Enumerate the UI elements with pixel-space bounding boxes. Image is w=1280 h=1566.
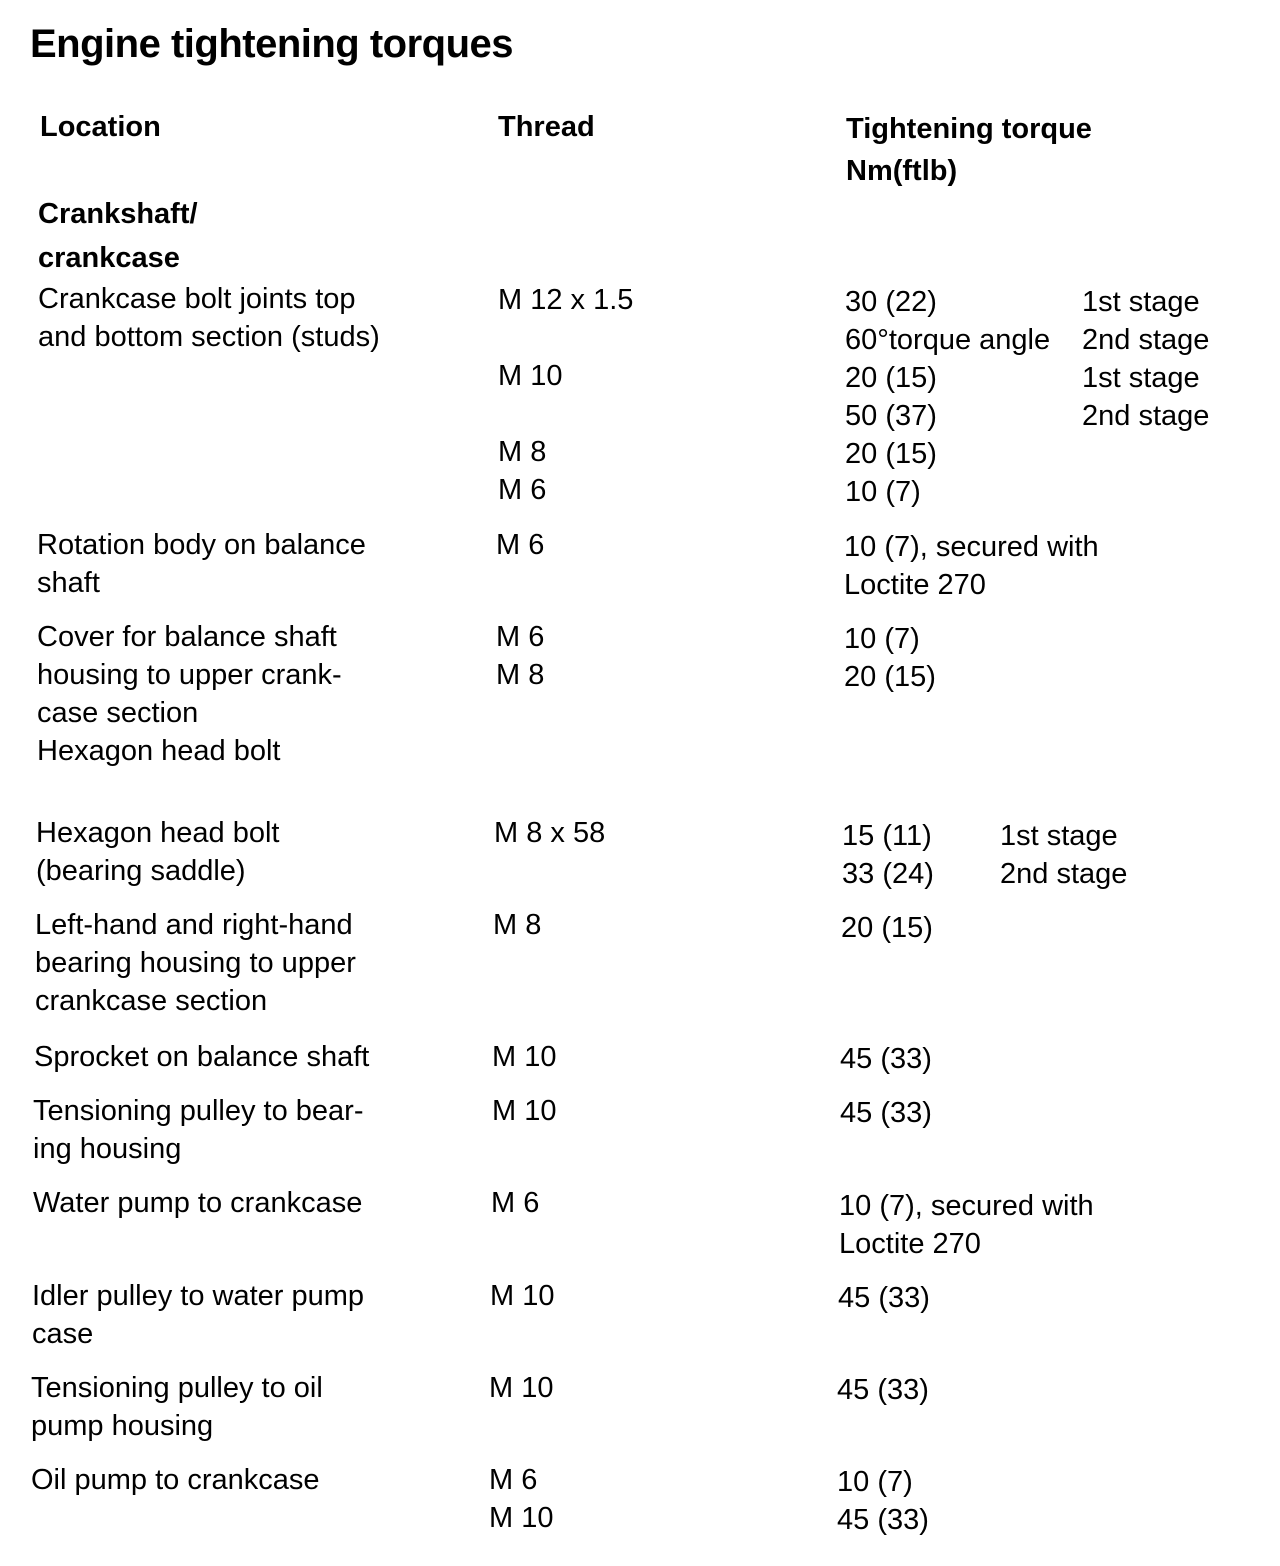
location-line: Oil pump to crankcase xyxy=(31,1464,320,1496)
row-torque xyxy=(841,909,933,947)
thread-value: M 8 xyxy=(498,436,547,468)
row-thread xyxy=(493,906,541,944)
thread-value: M 6 xyxy=(496,621,545,653)
location-line: crankcase section xyxy=(35,985,268,1017)
torque-value: Loctite 270 xyxy=(839,1228,981,1260)
thread-value: M 8 xyxy=(496,659,545,691)
torque-value: 20 (15) xyxy=(844,661,936,693)
section-heading-line2: crankcase xyxy=(38,242,180,274)
torque-value: 20 (15) xyxy=(845,362,937,394)
torque-value: 45 (33) xyxy=(838,1282,930,1314)
thread-value: M 6 xyxy=(489,1464,538,1496)
row-location xyxy=(37,618,342,770)
location-line: Left-hand and right-hand xyxy=(35,909,353,941)
section-heading-line1: Crankshaft/ xyxy=(38,198,198,230)
row-location xyxy=(32,1277,364,1353)
row-thread xyxy=(490,1277,554,1315)
location-line: Hexagon head bolt xyxy=(36,817,280,849)
location-line: Crankcase bolt joints top xyxy=(38,283,356,315)
column-header-location: Location xyxy=(40,111,161,143)
torque-value: 45 (33) xyxy=(837,1374,929,1406)
row-location xyxy=(31,1461,320,1499)
row-location xyxy=(33,1184,362,1222)
torque-value: 10 (7) xyxy=(845,476,921,508)
stage-label: 1st stage xyxy=(1082,286,1200,318)
torque-value: 45 (33) xyxy=(837,1504,929,1536)
location-line: pump housing xyxy=(31,1410,214,1442)
location-line: Idler pulley to water pump xyxy=(32,1280,365,1312)
location-line: (bearing saddle) xyxy=(36,855,246,887)
thread-value: M 6 xyxy=(491,1187,540,1219)
thread-value: M 8 xyxy=(493,909,542,941)
column-header-torque xyxy=(846,108,1092,192)
row-thread xyxy=(489,1369,553,1407)
page-title: Engine tightening torques xyxy=(30,22,514,66)
row-torque xyxy=(844,620,936,696)
row-torque xyxy=(842,817,934,893)
torque-value: 20 (15) xyxy=(841,912,933,944)
thread-value: M 6 xyxy=(498,474,547,506)
location-line: Tensioning pulley to bear- xyxy=(33,1095,364,1127)
row-torque xyxy=(839,1187,1094,1263)
torque-value: Loctite 270 xyxy=(844,569,986,601)
torque-value: 45 (33) xyxy=(840,1043,932,1075)
torque-value: 15 (11) xyxy=(842,820,932,852)
torque-header-line1: Tightening torque xyxy=(846,113,1092,145)
row-torque xyxy=(837,1371,929,1409)
row-thread xyxy=(494,814,605,852)
row-thread xyxy=(489,1461,553,1537)
thread-value: M 12 x 1.5 xyxy=(498,284,634,316)
stage-label: 1st stage xyxy=(1082,362,1200,394)
row-thread xyxy=(496,618,544,694)
thread-value xyxy=(498,395,633,433)
stage-label: 2nd stage xyxy=(1000,858,1128,890)
row-torque xyxy=(840,1040,932,1078)
torque-value: 60°torque angle xyxy=(845,324,1051,356)
location-line: and bottom section (studs) xyxy=(38,321,380,353)
row-thread xyxy=(491,1184,539,1222)
location-line: bearing housing to upper xyxy=(35,947,356,979)
location-line: ing housing xyxy=(33,1133,182,1165)
row-torque xyxy=(840,1094,932,1132)
stage-label: 2nd stage xyxy=(1082,400,1210,432)
row-torque xyxy=(838,1279,930,1317)
thread-value: M 10 xyxy=(498,360,563,392)
location-line: Water pump to crankcase xyxy=(33,1187,363,1219)
row-thread xyxy=(496,526,544,564)
thread-value: M 10 xyxy=(492,1041,557,1073)
row-torque xyxy=(845,283,1050,511)
location-line: Cover for balance shaft xyxy=(37,621,337,653)
row-location xyxy=(35,906,356,1020)
thread-value: M 8 x 58 xyxy=(494,817,606,849)
location-line: Rotation body on balance xyxy=(37,529,366,561)
torque-value: 10 (7) xyxy=(837,1466,913,1498)
row-location xyxy=(33,1092,363,1168)
row-location xyxy=(37,526,366,602)
thread-value: M 10 xyxy=(490,1280,555,1312)
thread-value: M 10 xyxy=(489,1502,554,1534)
stage-label: 2nd stage xyxy=(1082,324,1210,356)
row-location xyxy=(36,814,279,890)
location-line: case xyxy=(32,1318,94,1350)
torque-value: 10 (7), secured with xyxy=(839,1190,1094,1222)
row-thread xyxy=(498,281,633,509)
torque-value: 10 (7) xyxy=(844,623,920,655)
location-line: Sprocket on balance shaft xyxy=(34,1041,370,1073)
row-torque xyxy=(837,1463,929,1539)
location-line: Hexagon head bolt xyxy=(37,735,281,767)
torque-value: 20 (15) xyxy=(845,438,937,470)
thread-value: M 10 xyxy=(489,1372,554,1404)
column-header-thread: Thread xyxy=(498,111,595,143)
row-location xyxy=(31,1369,323,1445)
torque-value: 45 (33) xyxy=(840,1097,932,1129)
row-location xyxy=(38,280,380,356)
thread-value: M 6 xyxy=(496,529,545,561)
torque-header-line2: Nm(ftlb) xyxy=(846,155,958,187)
location-line: shaft xyxy=(37,567,100,599)
thread-value xyxy=(498,319,633,357)
location-line: housing to upper crank- xyxy=(37,659,342,691)
row-stage xyxy=(1000,817,1127,893)
torque-value: 50 (37) xyxy=(845,400,937,432)
location-line: case section xyxy=(37,697,199,729)
torque-value: 30 (22) xyxy=(845,286,937,318)
row-location xyxy=(34,1038,369,1076)
stage-label: 1st stage xyxy=(1000,820,1118,852)
thread-value: M 10 xyxy=(492,1095,557,1127)
row-stage xyxy=(1082,283,1209,435)
torque-value: 10 (7), secured with xyxy=(844,531,1099,563)
location-line: Tensioning pulley to oil xyxy=(31,1372,323,1404)
section-heading xyxy=(38,192,198,280)
torque-value: 33 (24) xyxy=(842,858,934,890)
row-torque xyxy=(844,528,1099,604)
row-thread xyxy=(492,1092,556,1130)
row-thread xyxy=(492,1038,556,1076)
